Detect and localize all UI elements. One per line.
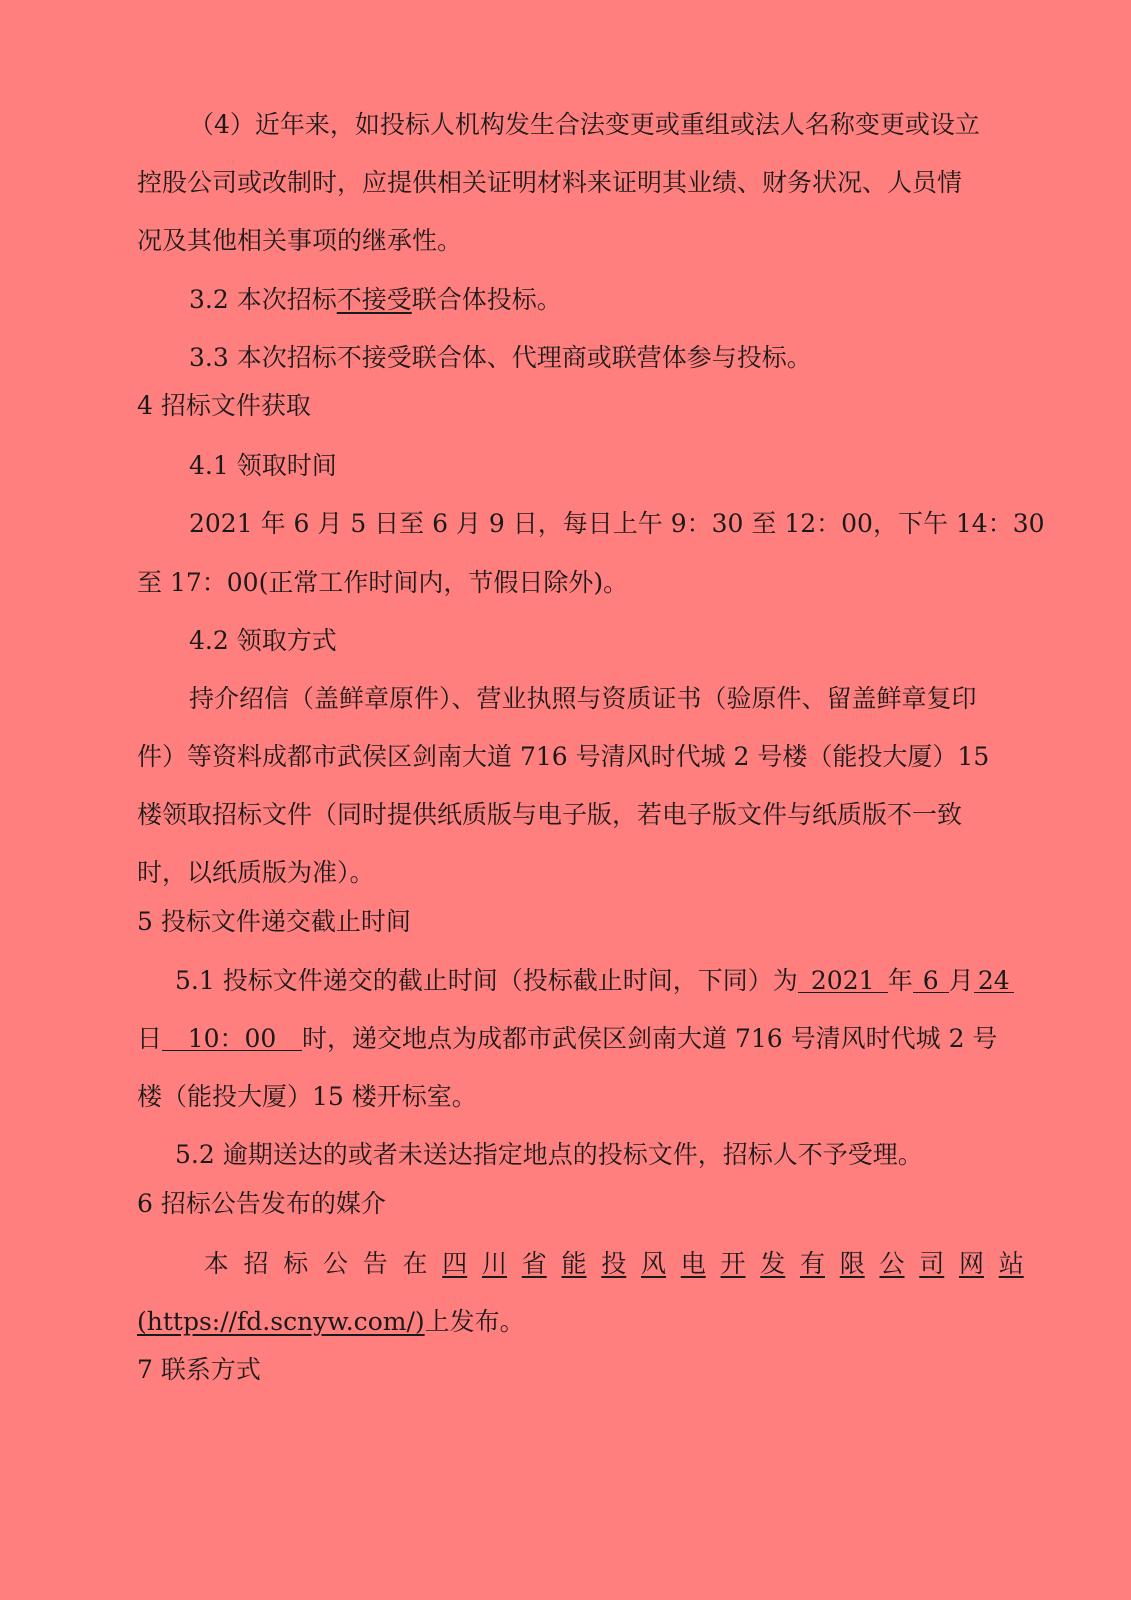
clause-5-2: 5.2 逾期送达的或者未送达指定地点的投标文件，招标人不予受理。 bbox=[175, 1140, 923, 1169]
justified-line bbox=[137, 1247, 1024, 1281]
paragraph-line: 至 17：00(正常工作时间内，节假日除外)。 bbox=[137, 568, 629, 597]
char: 在 bbox=[402, 1249, 428, 1278]
char-link[interactable]: 风 bbox=[640, 1249, 666, 1278]
paragraph-line: 况及其他相关事项的继承性。 bbox=[137, 226, 463, 255]
section-heading-5: 5 投标文件递交截止时间 bbox=[137, 907, 411, 936]
char-link[interactable]: 司 bbox=[919, 1249, 945, 1278]
underlined-text: 不接受 bbox=[336, 285, 412, 314]
char-link[interactable]: 电 bbox=[680, 1249, 706, 1278]
clause-3-3: 3.3 本次招标不接受联合体、代理商或联营体参与投标。 bbox=[189, 343, 812, 372]
paragraph-line: 持介绍信（盖鲜章原件）、营业执照与资质证书（验原件、留盖鲜章复印 bbox=[189, 684, 977, 713]
day-blank: 24 bbox=[974, 964, 1014, 993]
indent-spacer bbox=[137, 1247, 189, 1281]
char-link[interactable]: 站 bbox=[998, 1249, 1024, 1278]
char: 本 bbox=[203, 1249, 229, 1278]
char-link[interactable]: 限 bbox=[839, 1249, 865, 1278]
char-link[interactable]: 省 bbox=[521, 1249, 547, 1278]
char-link[interactable]: 川 bbox=[481, 1249, 507, 1278]
year-blank: 2021 bbox=[798, 964, 888, 993]
char: 公 bbox=[322, 1249, 348, 1278]
paragraph-line bbox=[137, 1305, 525, 1339]
clause-3-2 bbox=[189, 283, 562, 317]
time-blank: 10：00 bbox=[162, 1022, 302, 1051]
char-link[interactable]: 投 bbox=[601, 1249, 627, 1278]
clause-4-1: 4.1 领取时间 bbox=[189, 451, 337, 480]
clause-text: 日 bbox=[137, 1024, 163, 1053]
char-link[interactable]: 开 bbox=[720, 1249, 746, 1278]
char-link[interactable]: 有 bbox=[799, 1249, 825, 1278]
clause-text: 年 bbox=[887, 966, 913, 995]
clause-text: 月 bbox=[948, 966, 974, 995]
paragraph-line: （4）近年来，如投标人机构发生合法变更或重组或法人名称变更或设立 bbox=[189, 110, 980, 139]
char: 招 bbox=[243, 1249, 269, 1278]
month-blank: 6 bbox=[913, 964, 949, 993]
char-link[interactable]: 能 bbox=[561, 1249, 587, 1278]
char: 告 bbox=[362, 1249, 388, 1278]
section-heading-7: 7 联系方式 bbox=[137, 1355, 261, 1384]
section-heading-4: 4 招标文件获取 bbox=[137, 391, 311, 420]
clause-text: 上发布。 bbox=[424, 1307, 525, 1336]
char-link[interactable]: 公 bbox=[879, 1249, 905, 1278]
char-link[interactable]: 网 bbox=[958, 1249, 984, 1278]
clause-text: 3.2 本次招标 bbox=[189, 285, 337, 314]
paragraph-line: 时，以纸质版为准）。 bbox=[137, 858, 375, 887]
clause-text: 时，递交地点为成都市武侯区剑南大道 716 号清风时代城 2 号 bbox=[302, 1024, 998, 1053]
char: 标 bbox=[283, 1249, 309, 1278]
clause-4-2: 4.2 领取方式 bbox=[189, 626, 337, 655]
paragraph-line: 楼（能投大厦）15 楼开标室。 bbox=[137, 1082, 477, 1111]
section-heading-6: 6 招标公告发布的媒介 bbox=[137, 1189, 386, 1218]
char-link[interactable]: 发 bbox=[760, 1249, 786, 1278]
paragraph-line: 2021 年 6 月 5 日至 6 月 9 日，每日上午 9：30 至 12：00，下午 14：30 bbox=[189, 509, 1045, 538]
char-link[interactable]: 四 bbox=[442, 1249, 468, 1278]
clause-text: 5.1 投标文件递交的截止时间（投标截止时间，下同）为 bbox=[175, 966, 798, 995]
paragraph-line: 楼领取招标文件（同时提供纸质版与电子版，若电子版文件与纸质版不一致 bbox=[137, 800, 963, 829]
clause-5-1 bbox=[175, 964, 1014, 998]
paragraph-line bbox=[137, 1022, 997, 1056]
clause-text: 联合体投标。 bbox=[411, 285, 562, 314]
website-link[interactable]: (https://fd.scnyw.com/) bbox=[137, 1307, 425, 1336]
paragraph-line: 控股公司或改制时，应提供相关证明材料来证明其业绩、财务状况、人员情 bbox=[137, 168, 963, 197]
paragraph-line: 件）等资料成都市武侯区剑南大道 716 号清风时代城 2 号楼（能投大厦）15 bbox=[137, 742, 990, 771]
